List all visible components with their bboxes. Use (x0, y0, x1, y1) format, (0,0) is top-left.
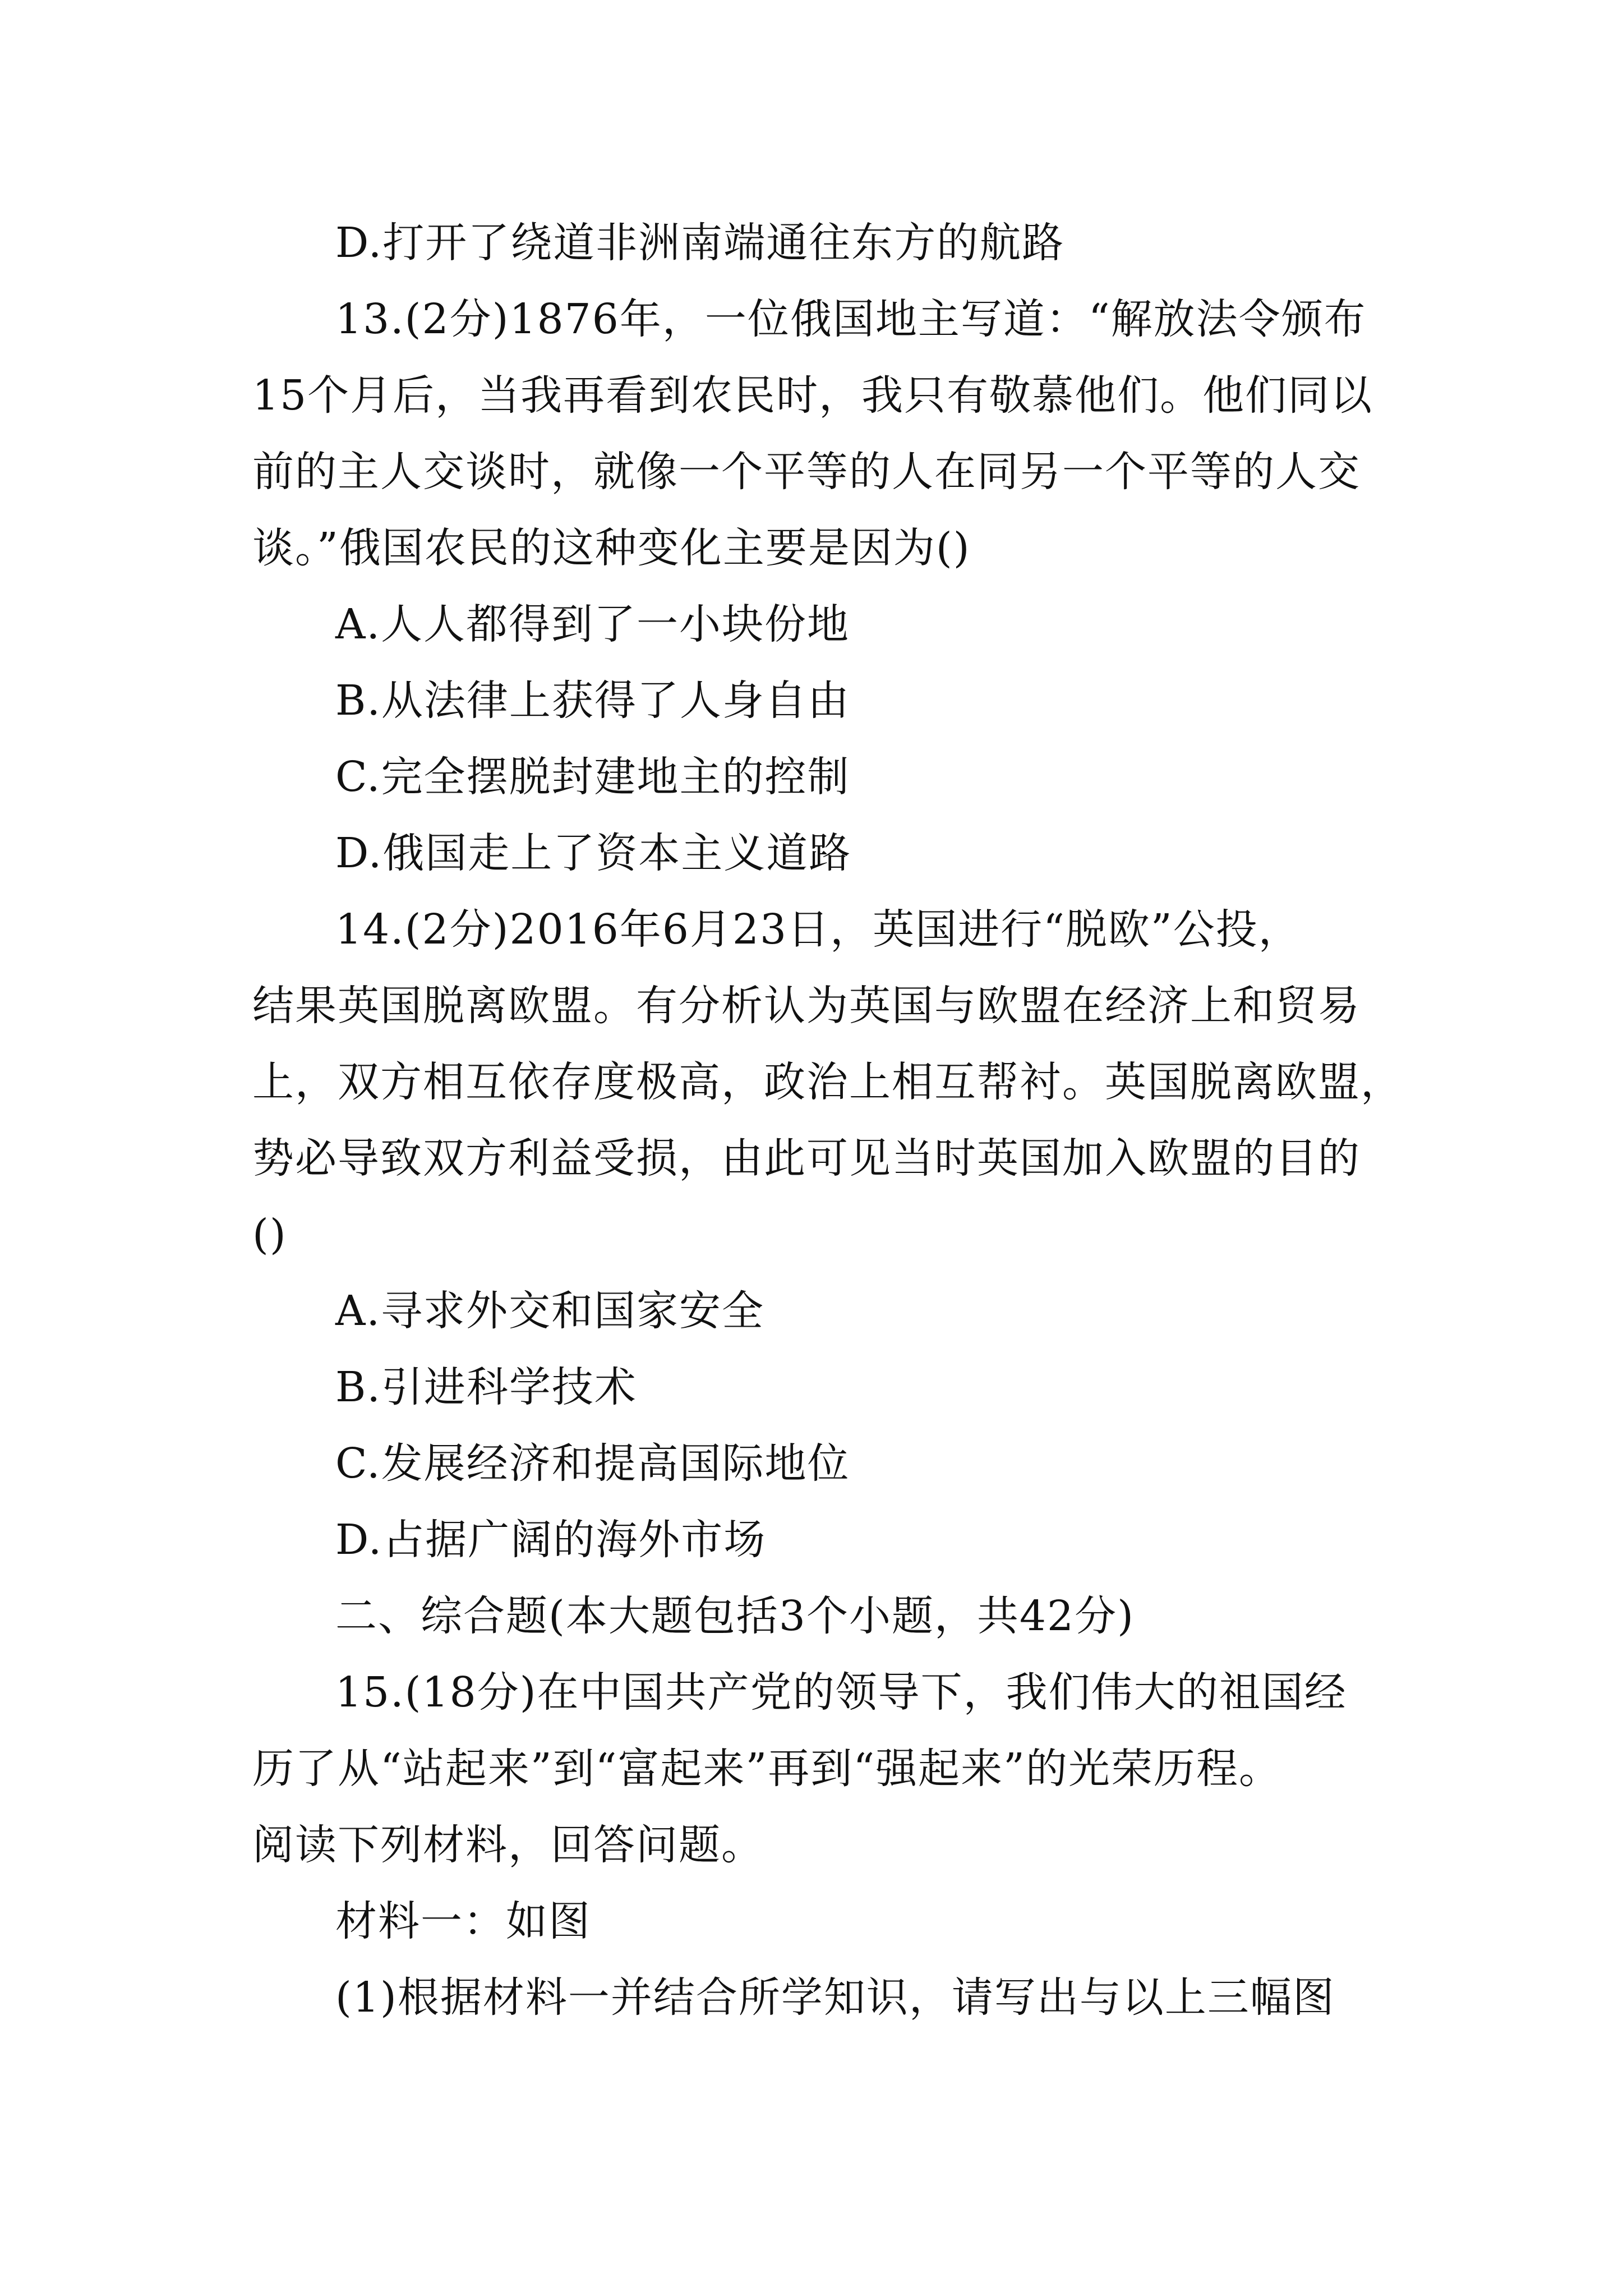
option-a-q14: A.寻求外交和国家安全 (335, 1287, 764, 1335)
question-14-text: 结果英国脱离欧盟。有分析认为英国与欧盟在经济上和贸易 (252, 982, 1361, 1030)
option-d-q12: D.打开了绕道非洲南端通往东方的航路 (335, 219, 1065, 267)
question-13-stem: 13.(2分)1876年，一位俄国地主写道：“解放法令颁布 (335, 295, 1367, 343)
option-b-q13: B.从法律上获得了人身自由 (335, 677, 850, 725)
question-13-text: 前的主人交谈时，就像一个平等的人在同另一个平等的人交 (252, 448, 1361, 496)
option-b-q14: B.引进科学技术 (335, 1363, 637, 1411)
option-a-q13: A.人人都得到了一小块份地 (335, 600, 850, 648)
option-d-q13: D.俄国走上了资本主义道路 (335, 829, 852, 877)
option-c-q13: C.完全摆脱封建地主的控制 (335, 753, 850, 801)
question-14-stem: 14.(2分)2016年6月23日，英国进行“脱欧”公投， (335, 905, 1301, 954)
question-15-text: 阅读下列材料，回答问题。 (252, 1821, 764, 1869)
option-c-q14: C.发展经济和提高国际地位 (335, 1439, 850, 1488)
sub-question-1: (1)根据材料一并结合所学知识，请写出与以上三幅图 (335, 1973, 1335, 2022)
question-14-text: 上，双方相互依存度极高，政治上相互帮衬。英国脱离欧盟， (252, 1058, 1403, 1106)
option-d-q14: D.占据广阔的海外市场 (335, 1516, 767, 1564)
material-one-label: 材料一：如图 (335, 1897, 591, 1945)
question-15-text: 历了从“站起来”到“富起来”再到“强起来”的光荣历程。 (252, 1745, 1281, 1793)
question-13-text: 15个月后，当我再看到农民时，我只有敬慕他们。他们同以 (252, 371, 1373, 420)
question-14-text: 势必导致双方利益受损，由此可见当时英国加入欧盟的目的 (252, 1134, 1361, 1182)
section-heading: 二、综合题(本大题包括3个小题，共42分) (335, 1592, 1135, 1640)
question-13-text: 谈。”俄国农民的这种变化主要是因为() (252, 524, 971, 572)
question-15-stem: 15.(18分)在中国共产党的领导下，我们伟大的祖国经 (335, 1668, 1347, 1717)
question-14-text: () (252, 1211, 287, 1259)
